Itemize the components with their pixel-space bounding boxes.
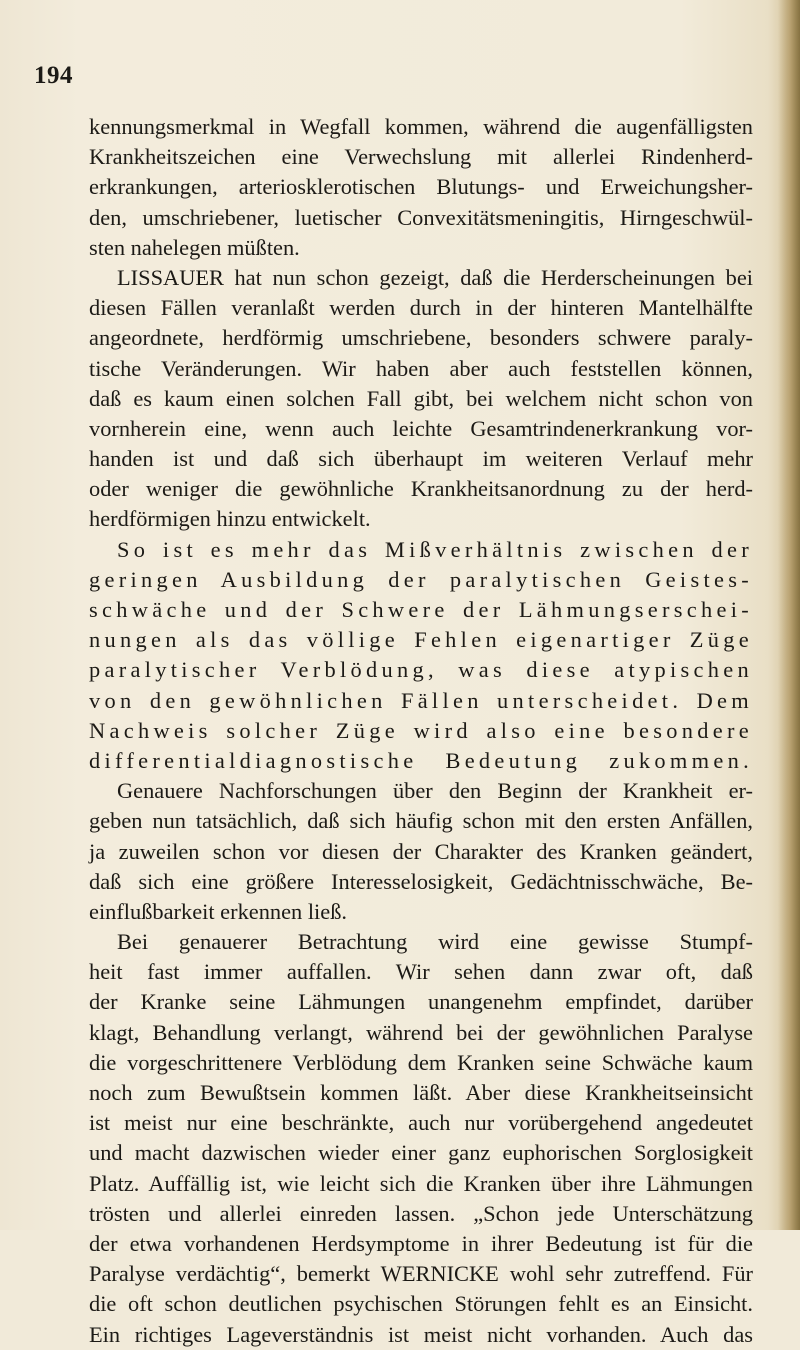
text-line: differentialdiagnostische Bedeutung zukommen.: [89, 747, 753, 773]
text-line: den, umschriebener, luetischer Convexitätsmeningitis, Hirngeschwül-: [89, 204, 753, 230]
page-number: 194: [34, 62, 73, 89]
text-line: und macht dazwischen wieder einer ganz euphorischen Sorglosigkeit: [89, 1140, 753, 1166]
body-text: [89, 112, 753, 1350]
text-line: Genauere Nachforschungen über den Beginn der Krankheit er-: [117, 778, 753, 804]
text-line: tische Veränderungen. Wir haben aber auch feststellen können,: [89, 355, 753, 381]
text-line: geben nun tatsächlich, daß sich häufig schon mit den ersten Anfällen,: [89, 808, 753, 834]
text-line: oder weniger die gewöhnliche Krankheitsanordnung zu der herd-: [89, 476, 753, 502]
text-line: erkrankungen, arteriosklerotischen Blutungs- und Erweichungsher-: [89, 174, 753, 200]
text-line: vornherein eine, wenn auch leichte Gesamtrindenerkrankung vor-: [89, 415, 753, 441]
text-line: handen ist und daß sich überhaupt im weiteren Verlauf mehr: [89, 446, 753, 472]
text-line: Nachweis solcher Züge wird also eine besondere: [89, 717, 753, 743]
text-line: trösten und allerlei einreden lassen. „Schon jede Unterschätzung: [89, 1200, 753, 1226]
text-line: noch zum Bewußtsein kommen läßt. Aber diese Krankheitseinsicht: [89, 1080, 753, 1105]
text-line: ist meist nur eine beschränkte, auch nur vorübergehend angedeutet: [89, 1110, 753, 1136]
text-line: sten nahelegen müßten.: [89, 234, 300, 260]
text-line: schwäche und der Schwere der Lähmungserschei-: [89, 597, 753, 622]
text-line: LISSAUER hat nun schon gezeigt, daß die Herderscheinungen bei: [117, 264, 753, 290]
text-line: die vorgeschrittenere Verblödung dem Kranken seine Schwäche kaum: [89, 1049, 753, 1075]
text-line: geringen Ausbildung der paralytischen Geistes-: [89, 566, 753, 592]
text-line: Ein richtiges Lageverständnis ist meist nicht vorhanden. Auch das: [89, 1321, 753, 1347]
text-line: Krankheitszeichen eine Verwechslung mit allerlei Rindenherd-: [89, 144, 753, 170]
text-line: heit fast immer auffallen. Wir sehen dann zwar oft, daß: [89, 959, 753, 985]
text-line: die oft schon deutlichen psychischen Störungen fehlt es an Einsicht.: [89, 1291, 753, 1317]
text-line: kennungsmerkmal in Wegfall kommen, während die augenfälligsten: [89, 114, 753, 139]
text-line: klagt, Behandlung verlangt, während bei der gewöhnlichen Paralyse: [89, 1019, 753, 1045]
text-line: ja zuweilen schon vor diesen der Charakter des Kranken geändert,: [89, 838, 753, 864]
text-line: der Kranke seine Lähmungen unangenehm empfindet, darüber: [89, 989, 753, 1015]
text-line: Bei genauerer Betrachtung wird eine gewisse Stumpf-: [117, 929, 753, 955]
text-line: nungen als das völlige Fehlen eigenartiger Züge: [89, 627, 753, 653]
text-line: So ist es mehr das Mißverhältnis zwischen der: [117, 536, 753, 562]
text-line: paralytischer Verblödung, was diese atypischen: [89, 657, 753, 683]
text-line: herdförmigen hinzu entwickelt.: [89, 506, 371, 532]
text-line: daß es kaum einen solchen Fall gibt, bei welchem nicht schon von: [89, 385, 753, 411]
text-line: daß sich eine größere Interesselosigkeit, Gedächtnisschwäche, Be-: [89, 868, 753, 894]
page-edge: [778, 0, 800, 1230]
text-line: Platz. Auffällig ist, wie leicht sich die Kranken über ihre Lähmungen: [89, 1170, 753, 1196]
text-line: diesen Fällen veranlaßt werden durch in der hinteren Mantelhälfte: [89, 295, 753, 321]
text-line: angeordnete, herdförmig umschriebene, besonders schwere paraly-: [89, 325, 753, 351]
text-line: von den gewöhnlichen Fällen unterscheidet. Dem: [89, 687, 753, 713]
text-line: einflußbarkeit erkennen ließ.: [89, 898, 348, 924]
text-line: Paralyse verdächtig“, bemerkt WERNICKE wohl sehr zutreffend. Für: [89, 1261, 753, 1287]
text-line: der etwa vorhandenen Herdsymptome in ihrer Bedeutung ist für die: [89, 1230, 753, 1256]
